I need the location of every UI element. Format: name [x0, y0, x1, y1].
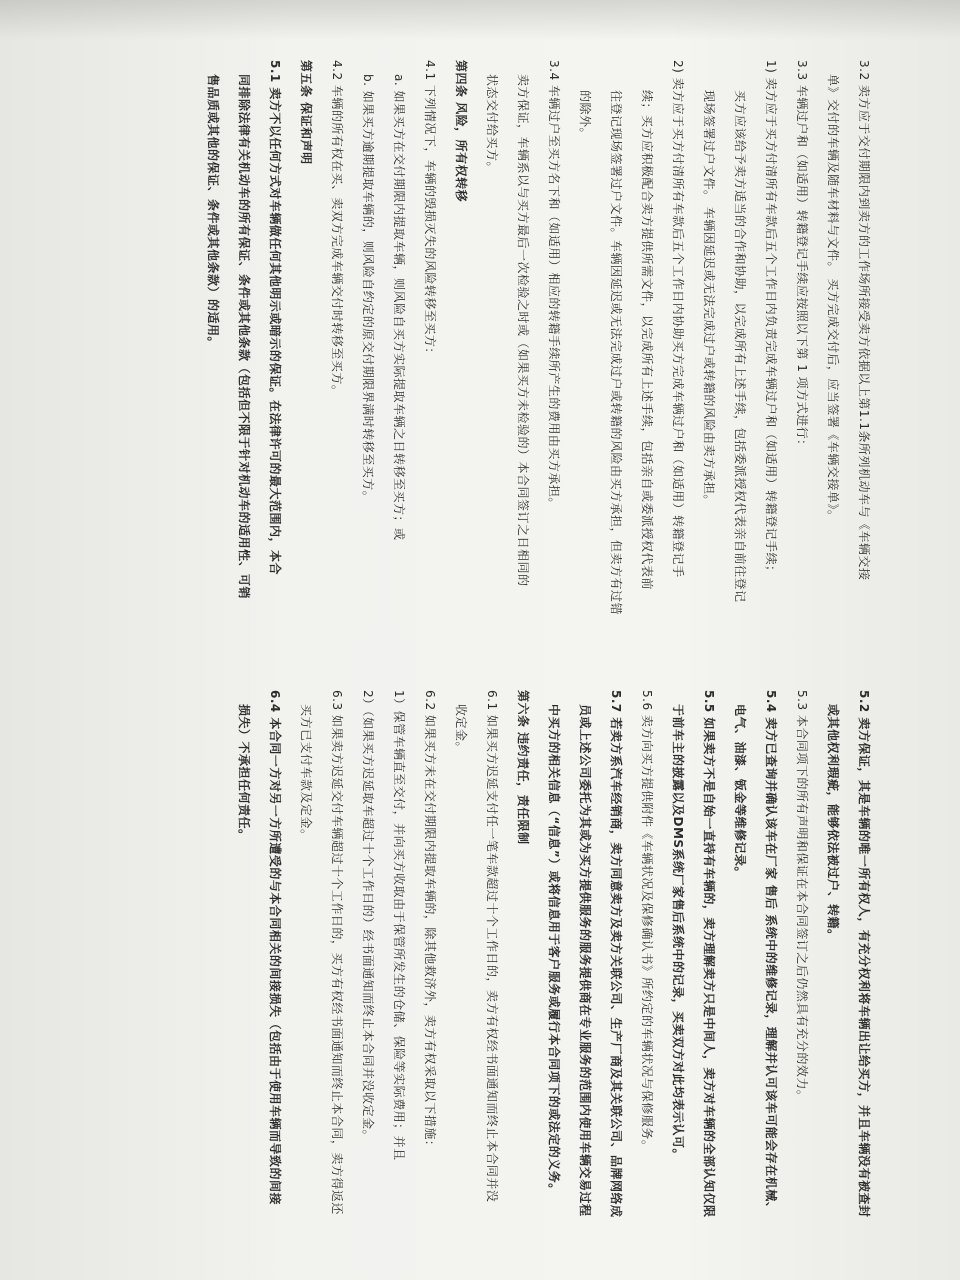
- text-line: 收定金。: [454, 704, 469, 755]
- text-line: 买方已支付车款及定金。: [299, 704, 314, 842]
- text-line: 5.2 卖方保证，其是车辆的唯一所有权人，有充分权利将车辆出让给买方，并且车辆没有被查封: [857, 690, 872, 1218]
- text-line: 第四条 风险，所有权转移: [454, 60, 469, 203]
- page-edge-shadow: [0, 0, 960, 40]
- text-line: 6.2 如果买方未在交付期限内提取车辆的，除其他救济外，卖方有权采取以下措施：: [423, 690, 438, 1153]
- text-line: 4.2 车辆的所有权在买、卖双方完成车辆交付时转移至买方。: [330, 60, 345, 398]
- text-line: 2) 卖方应于买方付清所有车款后五个工作日内协助买方完成车辆过户和（如适用）转籍登记手: [671, 60, 686, 578]
- text-line: 电气、油漆、钣金等维修记录。: [733, 704, 748, 880]
- text-line: 6.3 如果卖方迟延交付车辆超过十个工作日的，买方有权经书面通知而终止本合同，卖方得返还: [330, 690, 345, 1215]
- text-line: 现场签署过户文件。 车辆因延迟或无法完成过户或转籍的风险由卖方承担。: [702, 90, 717, 507]
- text-line: 4.1 下列情况下，车辆的毁损灭失的风险转移至买方：: [423, 60, 438, 360]
- text-line: a. 如果买方在交付期限内提取车辆，则风险自买方实际提取车辆之日转移至买方；或: [392, 74, 407, 541]
- text-line: 第六条 违约责任，责任限制: [516, 690, 531, 845]
- text-line: 中买方的相关信息（“信息”）或将信息用于客户服务或履行本合同项下的或法定的义务。: [547, 704, 562, 1196]
- text-line: 损失）不承担任何责任。: [237, 704, 252, 842]
- text-line: 第五条 保证和声明: [299, 60, 314, 165]
- text-line: 卖方保证，车辆系以与买方最后一次检验之时或（如果买方未检验的）本合同签订之日相同的: [516, 74, 531, 587]
- text-line: 3.3 车辆过户和（如适用）转籍登记手续应按照以下第 1 项方式进行：: [795, 60, 810, 452]
- text-line: 状态交付给买方。: [485, 74, 500, 175]
- text-line: 1) 卖方应于买方付清所有车款后五个工作日内负责完成车辆过户和（如适用）转籍登记手续；: [764, 60, 779, 578]
- text-line: b. 如果买方逾期提取车辆的，则风险自约定的原交付期限界满时转移至买方。: [361, 74, 376, 504]
- text-line: 5.6 卖方向买方提供附件《车辆状况及保修确认书》所约定的车辆状况与保修服务。: [640, 690, 655, 1153]
- text-line: 单》交付的车辆及随车材料与文件。 买方完成交付后，应当签署《车辆交接单》。: [826, 74, 841, 523]
- left-page-text: [198, 60, 880, 680]
- text-line: 6.1 如果买方迟延支付任一笔车款超过十个工作日的，卖方有权经书面通知而终止本合同并没: [485, 690, 500, 1203]
- text-line: 3.4 车辆过户至买方名下和（如适用）相应的转籍手续所产生的费用由买方承担。: [547, 60, 562, 510]
- text-line: 3.2 卖方应于交付期限内到卖方的工作场所接受卖方依据以上第1.1条所列机动车与《车辆交接: [857, 60, 872, 581]
- text-line: 往登记现场签署过户文件。车辆因延迟或无法完成过户或转籍的风险由买方承担，但卖方有过错: [609, 90, 624, 616]
- text-line: 5.1 卖方不以任何方式对车辆做任何其他明示或暗示的保证。在法律许可的最大范围内，本合: [268, 60, 283, 575]
- text-line: 同排除法律有关机动车的所有保证、条件或其他条款（包括但不限于针对机动车的适用性、可销: [237, 74, 252, 600]
- text-line: 续；买方应积极配合卖方提供所需文件，以完成所有上述手续，包括亲自或委派授权代表前: [640, 90, 655, 591]
- text-line: 5.4 卖方已查询并确认该车在厂家 售后 系统中的维修记录，理解并认可该车可能会存在机械、: [764, 690, 779, 1215]
- text-line: 6.4 本合同一方对另一方所遭受的与本合同相关的间接损失（包括由于使用车辆而导致的间接: [268, 690, 283, 1205]
- text-line: 或其他权利瑕疵，能够依法被过户、转籍。: [826, 704, 841, 942]
- text-line: 5.7 若卖方系汽车经销商，卖方同意卖方及卖方关联公司、生产厂商及其关联公司、品牌网络成: [609, 690, 624, 1218]
- text-line: 的除外。: [578, 90, 593, 141]
- right-page-text: [229, 690, 880, 1250]
- text-line: 1）保管车辆直至交付，并向买方收取由于保管所发生的仓储、保险等实际费用；并且: [392, 690, 407, 1161]
- text-line: 售品质或其他的保证、条件或其他条款）的适用。: [206, 74, 221, 350]
- text-line: 于前车主的披露以及DMS系统厂家售后系统中的记录，买卖双方对此均表示认可。: [671, 704, 686, 1162]
- text-line: 5.3 本合同项下的所有声明和保证在本合同签订之后仍然具有充分的效力。: [795, 690, 810, 1103]
- text-line: 买方应该给予卖方适当的合作和协助，以完成所有上述手续，包括委派授权代表亲自前往登记: [733, 90, 748, 603]
- text-line: 员或上述公司委托为其或为买方提供服务的服务提供商在专业服务的范围内使用车辆交易过程: [578, 704, 593, 1217]
- text-line: 5.5 如果卖方不是自始一直持有车辆的，卖方理解卖方只是中间人，卖方对车辆的全部认知仅限: [702, 690, 717, 1218]
- text-line: 2）（如果买方迟延取车超过十个工作日的）经书面通知而终止本合同并没收定金。: [361, 690, 376, 1143]
